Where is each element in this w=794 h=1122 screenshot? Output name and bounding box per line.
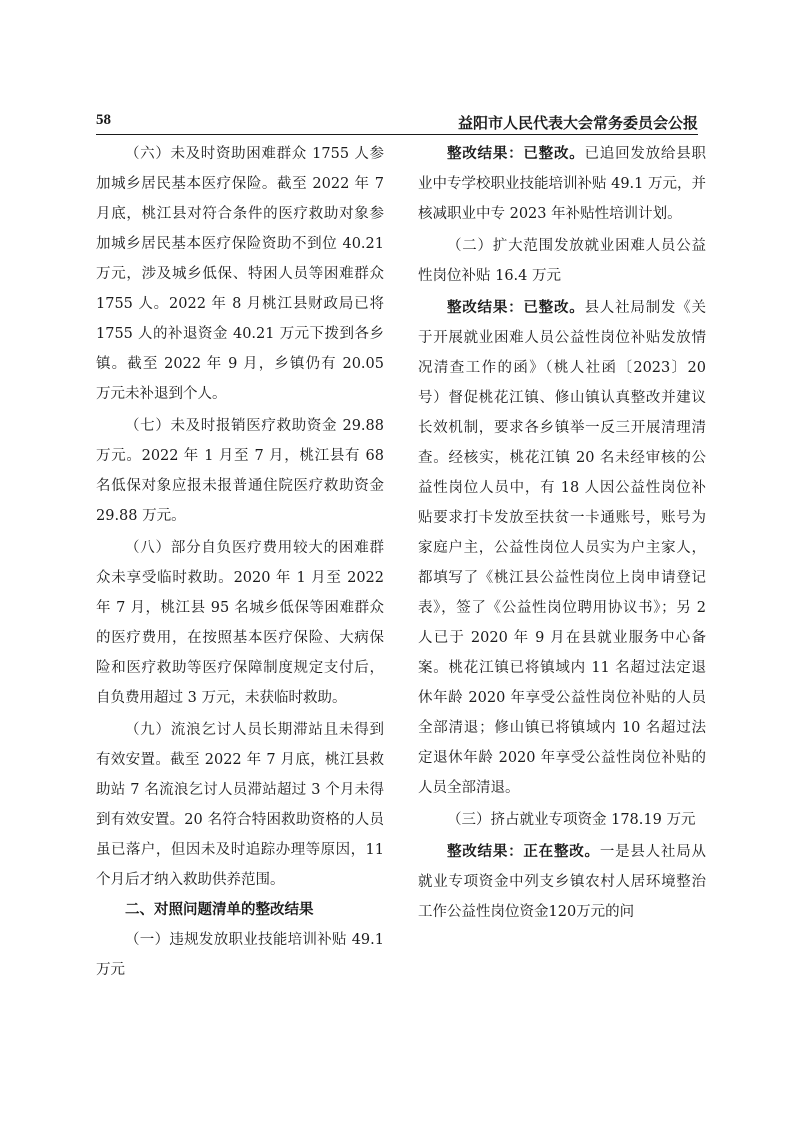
item-6-heading: （六）未及时资助困难群众 1755 人参加城乡居民基本医疗保险。 — [96, 146, 384, 192]
paragraph-result-3 — [418, 837, 706, 927]
result-1-label: 整改结果：已整改。 — [447, 145, 585, 162]
right-column — [418, 139, 706, 927]
journal-title: 益阳市人民代表大会常务委员会公报 — [457, 114, 698, 132]
subsection-heading-3: （三）挤占就业专项资金 178.19 万元 — [447, 812, 696, 828]
result-2-body: 县人社局制发《关于开展就业困难人员公益性岗位补贴发放情况清查工作的函》（桃人社函〔2023〕20 号）督促桃花江镇、修山镇认真整改并建议长效机制，要求各乡镇举一反三开展清理清查。经核实，桃花江镇 20 名未经审核的公益性岗位人员中，有 18 人因公益性岗位补贴要求打卡发放至扶贫一卡通账号，账号为家庭户主，公益性岗位人员实为户主家人，都填写了《桃江县公益性岗位上岗申请登记表》，签了《公益性岗位聘用协议书》；另 2 人已于 2020 年 9 月在县就业服务中心备案。桃花江镇已将镇域内 11 名超过法定退休年龄 2020 年享受公益性岗位补贴的人员全部清退；修山镇已将镇域内 10 名超过法定退休年龄 2020 年享受公益性岗位补贴的人员全部清退。 — [418, 300, 706, 796]
item-8-body: 2020 年 1 月至 2022 年 7 月，桃江县 95 名城乡低保等困难群众的医疗费用，在按照基本医疗保险、大病保险和医疗救助等医疗保障制度规定支付后，自负费用超过 3 万元，未获临时救助。 — [96, 570, 385, 706]
paragraph-result-2 — [418, 293, 706, 803]
paragraph-item-8 — [96, 533, 384, 713]
page-header — [96, 112, 698, 134]
item-8-heading: （八）部分自负医疗费用较大的困难群众未享受临时救助。 — [96, 540, 384, 586]
paragraph-result-1 — [418, 139, 706, 229]
section-heading-2: 二、对照问题清单的整改结果 — [125, 901, 314, 918]
item-9-heading: （九）流浪乞讨人员长期滞站且未得到有效安置。 — [96, 722, 384, 768]
result-3-label: 整改结果：正在整改。 — [447, 843, 600, 860]
item-7-heading: （七）未及时报销医疗救助资金 29.88 万元。 — [96, 418, 384, 464]
item-6-body: 截至 2022 年 7 月底，桃江县对符合条件的医疗救助对象参加城乡居民基本医疗保险资助不到位 40.21 万元，涉及城乡低保、特困人员等困难群众 1755 人。2022 年 8 月桃江县财政局已将 1755 人的补退资金 40.21 万元下拨到各乡镇。截至 2022 年 9 月，乡镇仍有 20.05 万元未补退到个人。 — [96, 176, 384, 402]
page-number: 58 — [96, 112, 111, 128]
item-7-body: 2022 年 1 月至 7 月，桃江县有 68 名低保对象应报未报普通住院医疗救助资金 29.88 万元。 — [96, 448, 384, 524]
result-1-body: 已追回发放给县职业中专学校职业技能培训补贴 49.1 万元，并核减职业中专 2023 年补贴性培训计划。 — [418, 146, 707, 222]
header-rule — [96, 134, 698, 135]
paragraph-item-7 — [96, 411, 384, 531]
left-column — [96, 139, 384, 985]
paragraph-item-9 — [96, 715, 384, 895]
result-2-label: 整改结果：已整改。 — [447, 299, 585, 316]
result-3-body: 一是县人社局从就业专项资金中列支乡镇农村人居环境整治工作公益性岗位资金120万元的问 — [418, 844, 706, 920]
item-9-body: 截至 2022 年 7 月底，桃江县救助站 7 名流浪乞讨人员滞站超过 3 个月未得到有效安置。20 名符合特困救助资格的人员虽已落户，但因未及时追踪办理等原因，11 个月后才纳入救助供养范围。 — [96, 752, 385, 888]
paragraph-item-6 — [96, 139, 384, 409]
subsection-heading-1: （一）违规发放职业技能培训补贴 49.1 万元 — [96, 932, 384, 978]
subsection-heading-2: （二）扩大范围发放就业困难人员公益性岗位补贴 16.4 万元 — [418, 238, 706, 284]
